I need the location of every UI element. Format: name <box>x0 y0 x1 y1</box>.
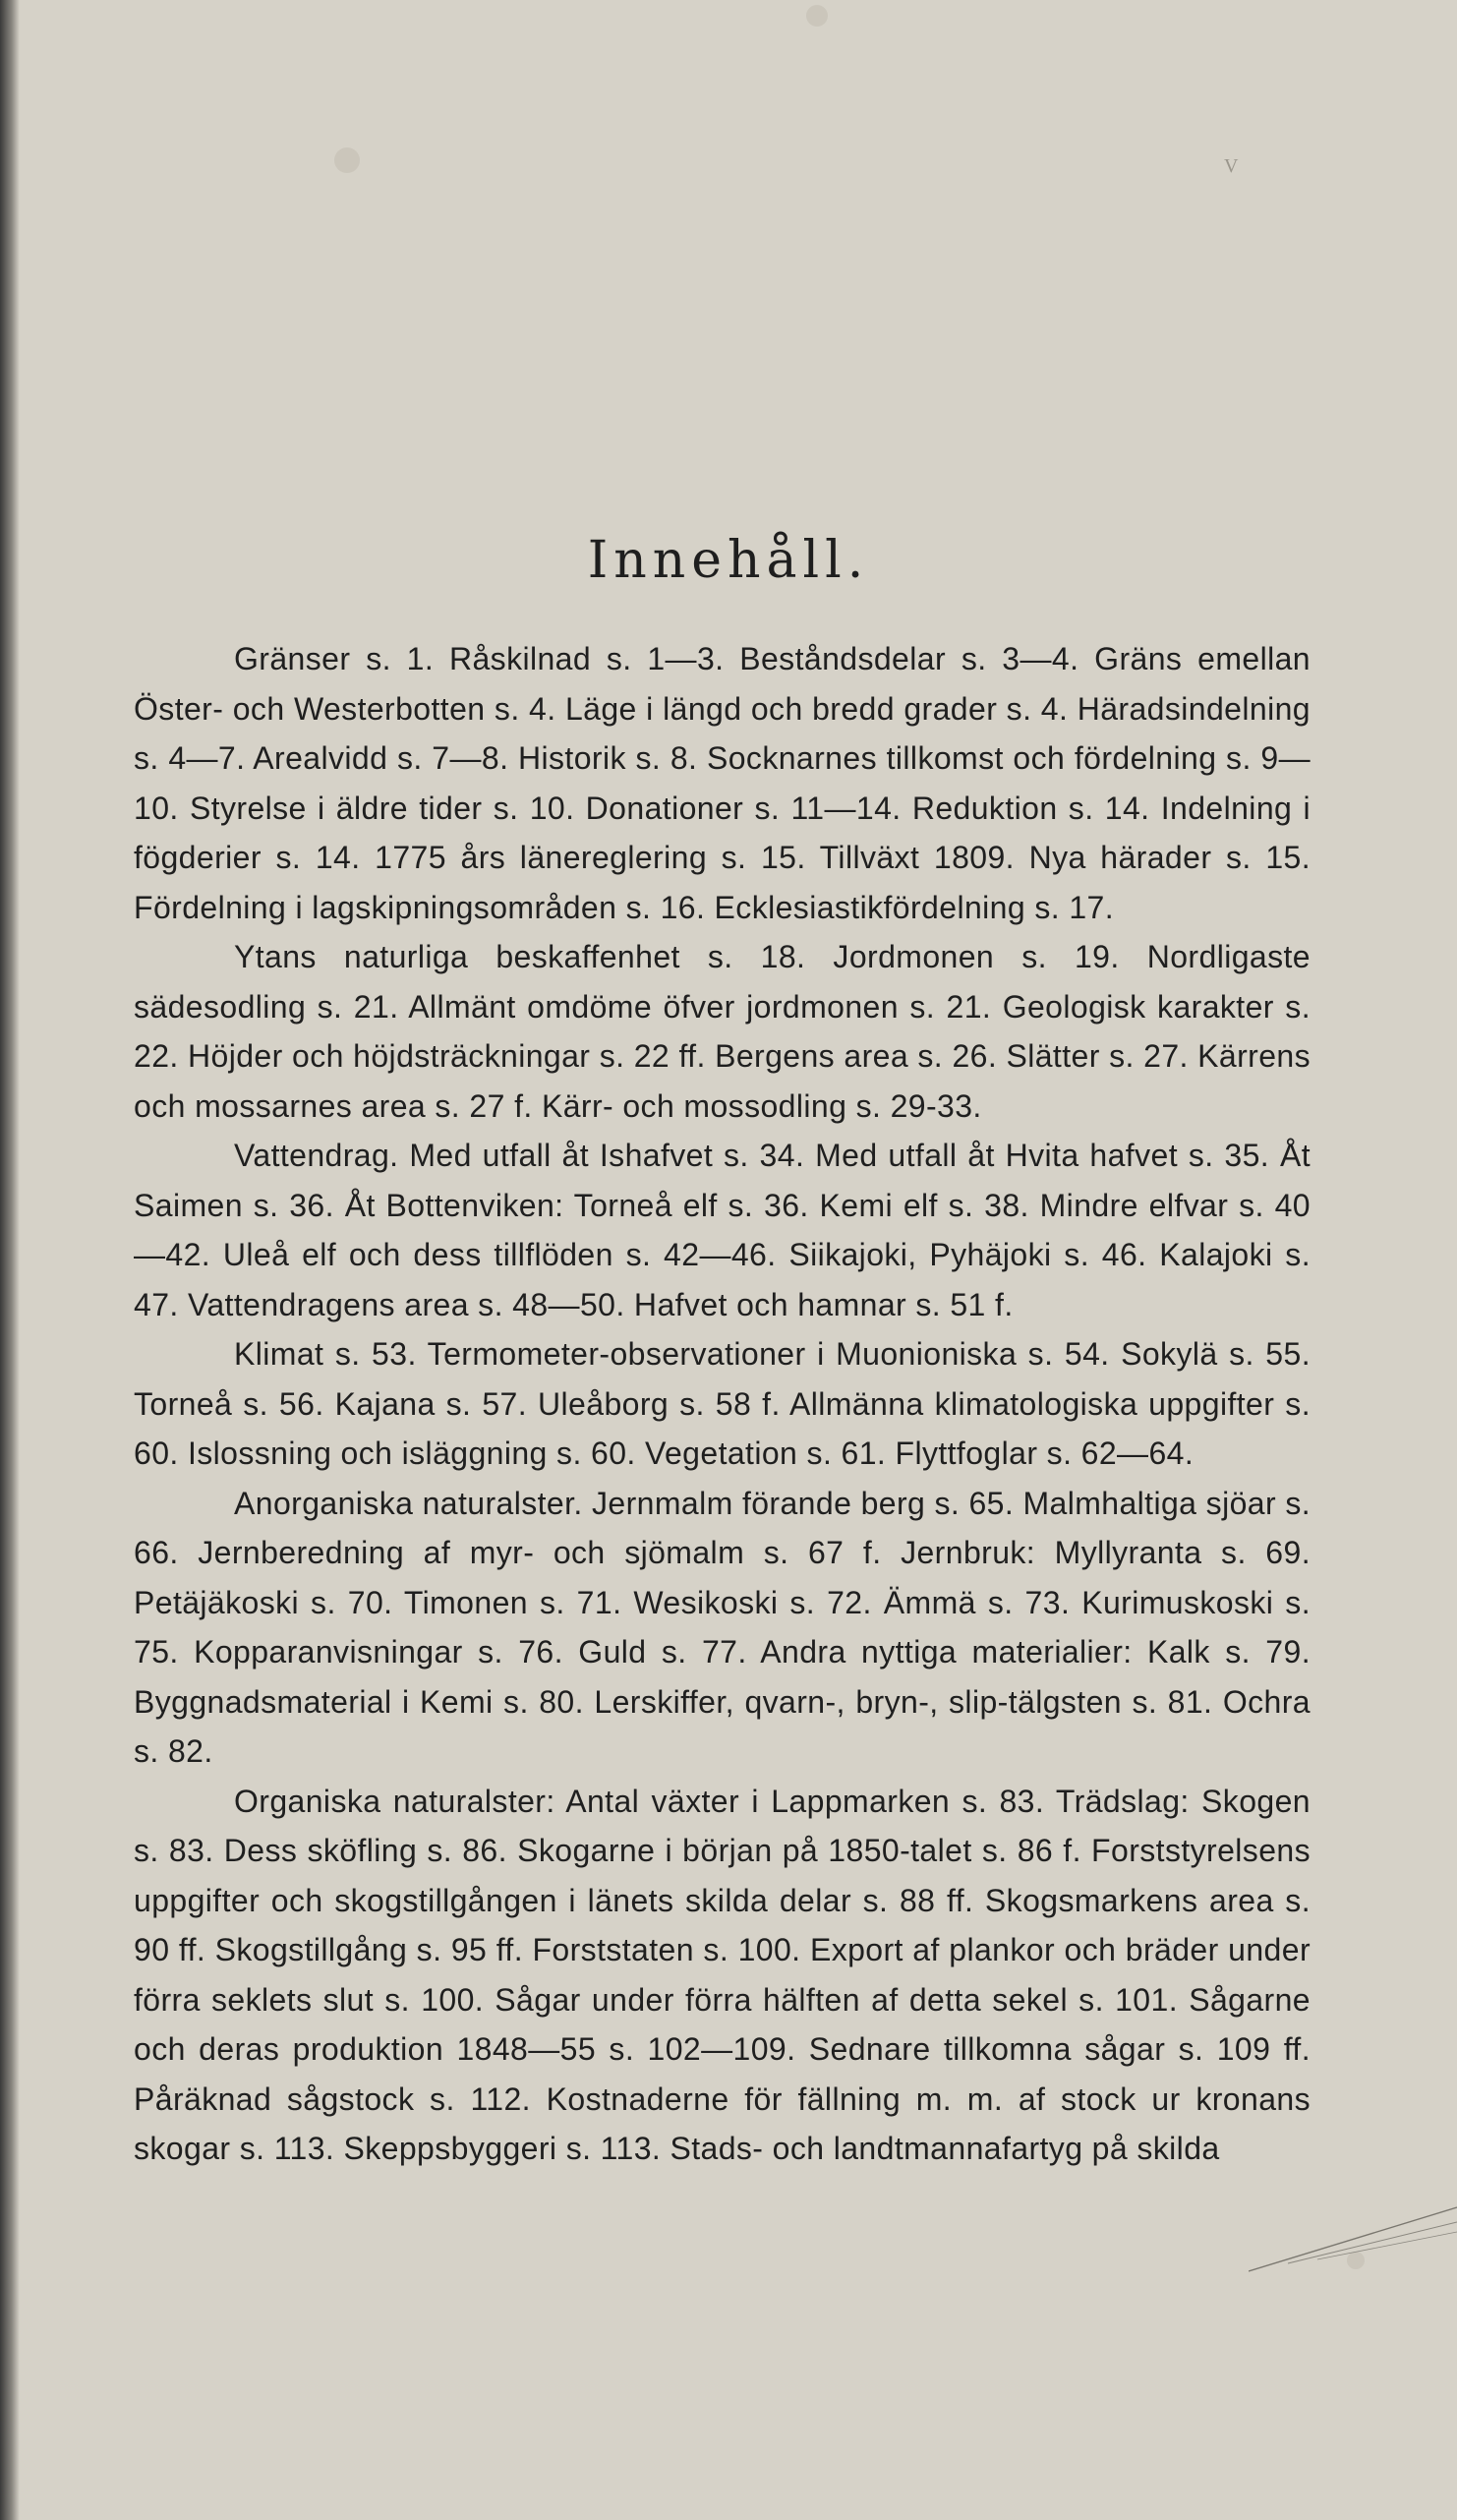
paper-stain <box>334 147 360 173</box>
toc-paragraph-waterways: Vattendrag. Med utfall åt Ishafvet s. 34. Med utfall åt Hvita hafvet s. 35. Åt Saimen s. 36. Åt Bottenviken: Torneå elf s. 36. Kemi elf s. 38. Mindre elfvar s. 40—42. Uleå elf och dess tillflöden s. 42—46. Siikajoki, Pyhäjoki s. 46. Kalajoki s. 47. Vattendragens area s. 48—50. Hafvet och hamnar s. 51 f. <box>134 1138 1311 1322</box>
paper-stain <box>806 5 828 27</box>
page-number: V <box>1224 155 1239 177</box>
toc-paragraph-surface: Ytans naturliga beskaffenhet s. 18. Jordmonen s. 19. Nordligaste sädesodling s. 21. Allmänt omdöme öfver jordmonen s. 21. Geologisk karakter s. 22. Höjder och höjdsträckningar s. 22 ff. Bergens area s. 26. Slätter s. 27. Kärrens och mossarnes area s. 27 f. Kärr- och mossodling s. 29-33. <box>134 939 1311 1124</box>
toc-paragraph-organic: Organiska naturalster: Antal växter i Lappmarken s. 83. Trädslag: Skogen s. 83. Dess sköfling s. 86. Skogarne i början på 1850-talet s. 86 f. Forststyrelsens uppgifter och skogstillgången i länets skilda delar s. 88 ff. Skogsmarkens area s. 90 ff. Skogstillgång s. 95 ff. Forststaten s. 100. Export af plankor och bräder under förra seklets slut s. 100. Sågar under förra hälften af detta sekel s. 101. Sågarne och deras produktion 1848—55 s. 102—109. Sednare tillkomna sågar s. 109 ff. Påräknad sågstock s. 112. Kostnaderne för fällning m. m. af stock ur kronans skogar s. 113. Skeppsbyggeri s. 113. Stads- och landtmannafartyg på skilda <box>134 1783 1311 2166</box>
toc-paragraph-inorganic: Anorganiska naturalster. Jernmalm förande berg s. 65. Malmhaltiga sjöar s. 66. Jernberedning af myr- och sjömalm s. 67 f. Jernbruk: Myllyranta s. 69. Petäjäkoski s. 70. Timonen s. 71. Wesikoski s. 72. Ämmä s. 73. Kurimuskoski s. 75. Kopparanvisningar s. 76. Guld s. 77. Andra nyttiga materialier: Kalk s. 79. Byggnadsmaterial i Kemi s. 80. Lerskiffer, qvarn-, bryn-, slip-tälgsten s. 81. Ochra s. 82. <box>134 1485 1311 1769</box>
binding-shadow <box>0 0 20 2520</box>
toc-paragraph-borders: Gränser s. 1. Råskilnad s. 1—3. Beståndsdelar s. 3—4. Gräns emellan Öster- och Westerbotten s. 4. Läge i längd och bredd grader s. 4. Häradsindelning s. 4—7. Arealvidd s. 7—8. Historik s. 8. Socknarnes tillkomst och fördelning s. 9—10. Styrelse i äldre tider s. 10. Donationer s. 11—14. Reduktion s. 14. Indelning i fögderier s. 14. 1775 års länereglering s. 15. Tillväxt 1809. Nya härader s. 15. Fördelning i lagskipningsområden s. 16. Ecklesiastikfördelning s. 17. <box>134 641 1311 925</box>
pencil-mark <box>1249 2202 1457 2291</box>
page-title: Innehåll. <box>587 531 870 590</box>
toc-paragraph-climate: Klimat s. 53. Termometer-observationer i Muonioniska s. 54. Sokylä s. 55. Torneå s. 56. Kajana s. 57. Uleåborg s. 58 f. Allmänna klimatologiska uppgifter s. 60. Islossning och isläggning s. 60. Vegetation s. 61. Flyttfoglar s. 62—64. <box>134 1336 1311 1471</box>
table-of-contents <box>134 634 1311 2174</box>
